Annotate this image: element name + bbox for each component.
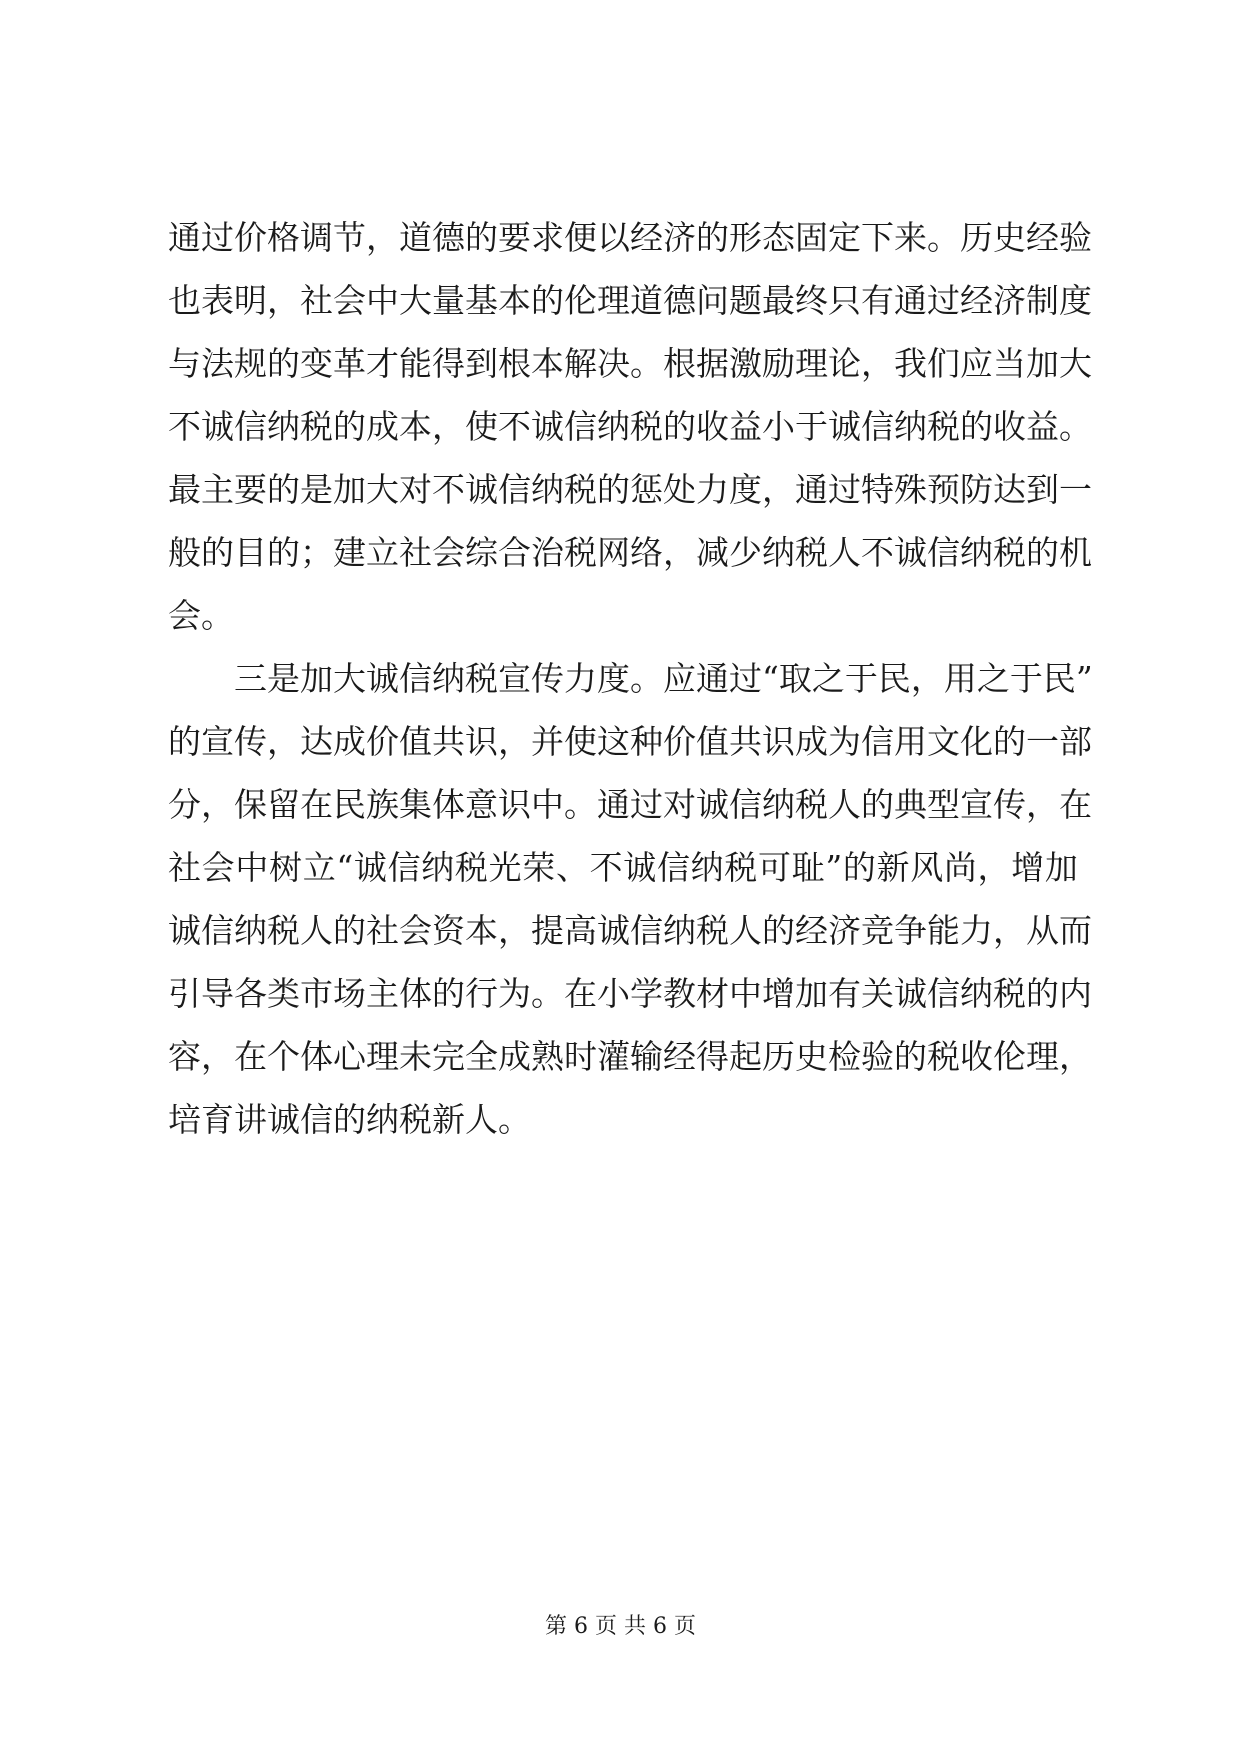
text-line: 通 过 价 格 调 节 ， 道 德 的 要 求 便 以 经 济 的 形 态 固 定 下 来 。 历 史 经 验 (168, 218, 1092, 257)
text-line: 也 表 明 ， 社 会 中 大 量 基 本 的 伦 理 道 德 问 题 最 终 只 有 通 过 经 济 制 度 (168, 281, 1092, 320)
text-line: 般 的 目 的 ； 建 立 社 会 综 合 治 税 网 络 ， 减 少 纳 税 人 不 诚 信 纳 税 的 机 (168, 533, 1092, 572)
text-line: 与 法 规 的 变 革 才 能 得 到 根 本 解 决 。 根 据 激 励 理 论 ， 我 们 应 当 加 大 (168, 344, 1092, 383)
page-footer: 第 6 页 共 6 页 (545, 1614, 696, 1639)
text-line: 最 主 要 的 是 加 大 对 不 诚 信 纳 税 的 惩 处 力 度 ， 通 过 特 殊 预 防 达 到 一 (168, 470, 1092, 509)
text-line: 培 育 讲 诚 信 的 纳 税 新 人 。 (168, 1100, 531, 1139)
text-line: 三 是 加 大 诚 信 纳 税 宣 传 力 度 。 应 通 过 “ 取 之 于 民 ， 用 之 于 民 ” (234, 659, 1093, 698)
text-line: 引 导 各 类 市 场 主 体 的 行 为 。 在 小 学 教 材 中 增 加 有 关 诚 信 纳 税 的 内 (168, 974, 1092, 1013)
text-line: 会 。 (168, 596, 234, 635)
body-text (168, 206, 1093, 1151)
text-line: 容 ， 在 个 体 心 理 未 完 全 成 熟 时 灌 输 经 得 起 历 史 检 验 的 税 收 伦 理 ， (168, 1037, 1092, 1076)
text-line: 分 ， 保 留 在 民 族 集 体 意 识 中 。 通 过 对 诚 信 纳 税 人 的 典 型 宣 传 ， 在 (168, 785, 1092, 824)
text-line: 社 会 中 树 立 “ 诚 信 纳 税 光 荣 、 不 诚 信 纳 税 可 耻 ” 的 新 风 尚 ， 增 加 (168, 848, 1078, 887)
text-line: 诚 信 纳 税 人 的 社 会 资 本 ， 提 高 诚 信 纳 税 人 的 经 济 竞 争 能 力 ， 从 而 (168, 911, 1092, 950)
text-line: 的 宣 传 ， 达 成 价 值 共 识 ， 并 使 这 种 价 值 共 识 成 为 信 用 文 化 的 一 部 (168, 722, 1092, 761)
text-line: 不 诚 信 纳 税 的 成 本 ， 使 不 诚 信 纳 税 的 收 益 小 于 诚 信 纳 税 的 收 益 。 (168, 407, 1092, 446)
